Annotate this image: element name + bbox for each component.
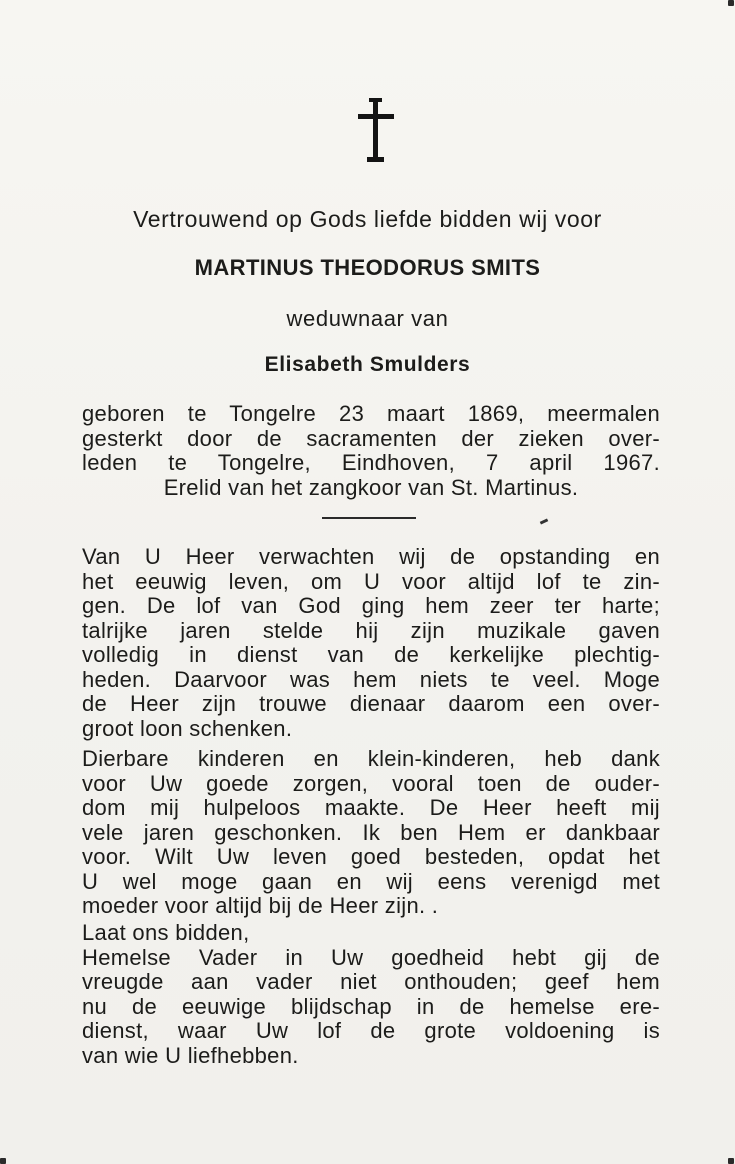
text-line: voor. Wilt Uw leven goed besteden, opdat het: [82, 844, 660, 869]
text-line: de Heer zijn trouwe dienaar daarom een over-: [82, 691, 660, 716]
prayer-paragraph-3: [82, 921, 660, 1068]
text-line: het eeuwig leven, om U voor altijd lof te zin-: [82, 568, 660, 594]
text-line: volledig in dienst van de kerkelijke plechtig-: [82, 642, 660, 667]
text-line: groot loon schenken.: [82, 715, 293, 741]
text-line: Hemelse Vader in Uw goedheid hebt gij de: [82, 944, 660, 970]
text-line: gen. De lof van God ging hem zeer ter harte;: [82, 593, 660, 618]
text-line: Van U Heer verwachten wij de opstanding en: [82, 544, 660, 569]
text-line: heden. Daarvoor was hem niets te veel. Moge: [82, 666, 660, 692]
text-line: van wie U liefhebben.: [82, 1042, 299, 1068]
text-line: Erelid van het zangkoor van St. Martinus.: [163, 474, 579, 500]
corner-mark: [728, 1158, 734, 1164]
text-line: dom mij hulpeloos maakte. De Heer heeft mij: [82, 795, 660, 820]
relation-text: weduwnaar van: [286, 306, 449, 331]
corner-mark: [728, 0, 734, 6]
cross-icon: [358, 98, 394, 162]
text-line: voor Uw goede zorgen, vooral toen de ouder-: [82, 770, 660, 796]
birth-death-paragraph: [82, 402, 660, 500]
text-line: moeder voor altijd bij de Heer zijn. .: [82, 893, 439, 918]
intro-text: Vertrouwend op Gods liefde bidden wij voor: [133, 206, 602, 232]
divider: [322, 517, 416, 519]
ink-mark: [540, 518, 549, 524]
text-line: vele jaren geschonken. Ik ben Hem er dankbaar: [82, 819, 660, 845]
text-line: U wel moge gaan en wij eens verenigd met: [82, 868, 660, 894]
text-line: talrijke jaren stelde hij zijn muzikale gaven: [82, 617, 660, 643]
text-line: vreugde aan vader niet onthouden; geef hem: [82, 969, 660, 994]
text-line: Dierbare kinderen en klein-kinderen, heb dank: [82, 746, 660, 771]
prayer-paragraph-2: [82, 747, 660, 919]
deceased-name: MARTINUS THEODORUS SMITS: [194, 255, 541, 280]
spouse-name: Elisabeth Smulders: [264, 353, 471, 376]
text-line: nu de eeuwige blijdschap in de hemelse ere-: [82, 993, 660, 1019]
corner-mark: [0, 1158, 6, 1164]
prayer-paragraph-1: [82, 545, 660, 741]
text-line: dienst, waar Uw lof de grote voldoening is: [82, 1018, 660, 1043]
text-line: leden te Tongelre, Eindhoven, 7 april 1967.: [82, 450, 660, 475]
text-line: gesterkt door de sacramenten der zieken over-: [82, 425, 660, 451]
text-line: Laat ons bidden,: [82, 920, 250, 945]
text-line: geboren te Tongelre 23 maart 1869, meermalen: [82, 401, 660, 426]
